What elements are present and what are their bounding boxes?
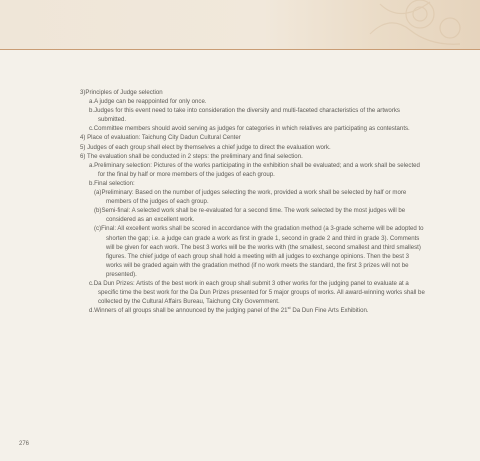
paragraph-line: b.Judges for this event need to take into consideration the diversity and multi-faceted characteristics of the artworks submitted.	[89, 107, 400, 124]
paragraph-line: a.A judge can be reappointed for only once.	[89, 98, 207, 106]
header-band	[0, 0, 480, 50]
paragraph-line: b.Final selection:	[89, 179, 135, 187]
line-final-announcement	[89, 306, 425, 315]
document-body	[80, 88, 425, 315]
paragraph-line: a.Preliminary selection: Pictures of the works participating in the exhibition shall be evaluated; and a work shall be selected for the final by half or more members of the judges of each group.	[89, 161, 420, 178]
announcement-text-end: Da Dun Fine Arts Exhibition.	[290, 307, 369, 315]
paragraph-line: (a)Preliminary: Based on the number of judges selecting the work, provided a work shall be selected by half or more members of the judges of each group.	[94, 189, 407, 206]
paragraph-line: (b)Semi-final: A selected work shall be re-evaluated for a second time. The work selected by the most judges will be considered as an excellent work.	[94, 207, 406, 224]
paragraph-line: (c)Final: All excellent works shall be scored in accordance with the gradation method (a 3-grade scheme will be adopted to shorten the gap; i.e. a judge can grade a work as first in grade 1, second in grade 2 and third in grade 3). Comments will be given for each work. The best 3 works will be the works with (the smallest, second smallest and third smallest) figures. The chief judge of each group shall hold a meeting with all judges to exchange opinions. Then the best 3 works will be graded again with the gradation method (if no work meets the standard, the first 3 prizes will not be presented).	[94, 225, 424, 278]
floral-ornament-icon	[350, 0, 470, 50]
paragraph-line: 5) Judges of each group shall elect by themselves a chief judge to direct the evaluation work.	[80, 143, 331, 151]
document-lines	[80, 88, 425, 306]
ordinal-suffix: st	[287, 305, 291, 311]
paragraph-line: 6) The evaluation shall be conducted in 2 steps: the preliminary and final selection.	[80, 152, 303, 160]
paragraph-line: 3)Principles of Judge selection	[80, 89, 163, 96]
paragraph-line: c.Committee members should avoid serving as judges for categories in which relatives are participating as contestants.	[89, 125, 410, 133]
announcement-text: d.Winners of all groups shall be announced by the judging panel of the 21	[89, 307, 288, 315]
paragraph-line: 4) Place of evaluation: Taichung City Dadun Cultural Center	[80, 134, 241, 142]
paragraph-line: c.Da Dun Prizes: Artists of the best work in each group shall submit 3 other works for the judging panel to evaluate at a specific time the best work for the Da Dun Prizes presented for 5 major groups of works. All award-winning works shall be collected by the Cultural Affairs Bureau, Taichung City Government.	[89, 279, 425, 306]
page-number: 276	[19, 441, 30, 447]
